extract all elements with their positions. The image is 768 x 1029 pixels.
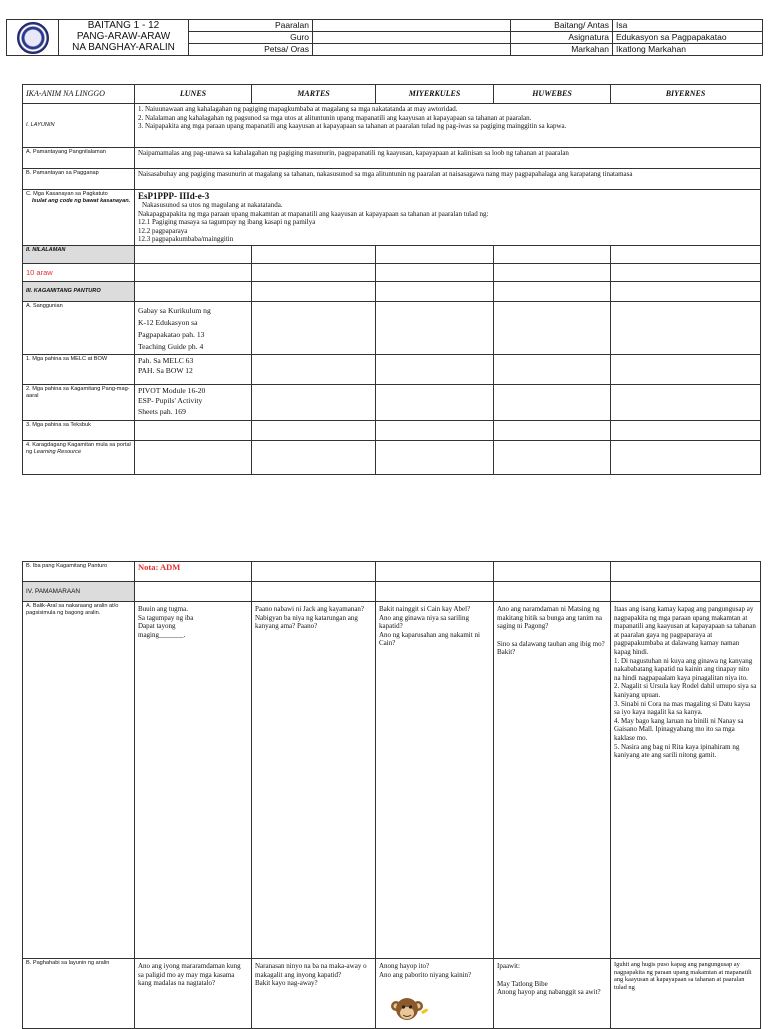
header-title-line-1: BAITANG 1 - 12 — [87, 20, 160, 31]
asignatura-value: Edukasyon sa Pagpapakatao — [613, 32, 763, 44]
melc-line-1: Pah. Sa MELC 63 — [138, 355, 194, 365]
paghahabi-mon-1: Ano ang iyong mararamdaman kung sa paligid mo ay may mga kasama kang madalas na nagtatalo? — [138, 962, 241, 988]
balik-aral-tue — [252, 602, 376, 959]
guro-label: Guro — [189, 32, 313, 44]
balik-aral-thu — [494, 602, 611, 959]
pang-mag-aaral-line-2: ESP- Pupils' Activity — [138, 396, 203, 406]
pang-mag-aaral-content — [135, 384, 252, 420]
asignatura-label: Asignatura — [511, 32, 613, 44]
paghahabi-mon — [135, 959, 252, 1029]
paghahabi-tue — [252, 959, 376, 1029]
paaralan-label: Paaralan — [189, 20, 313, 32]
balik-aral-wed — [376, 602, 494, 959]
paghahabi-wed-1: Anong hayop ito? — [379, 962, 430, 970]
balik-aral-fri-5: 4. May bago kang laruan na binili ni Nanay sa Gaisano Mall. Ipinagyabang mo ito sa mga kaklase mo. — [614, 716, 744, 742]
balik-aral-fri — [611, 602, 761, 959]
layunin-line-2: 2. Nalalaman ang kahalagahan ng pagsunod sa mga utos at alituntunin upang mapanatili ang kaayusan at kapayapaan sa tahanan at paaralan. — [138, 113, 532, 122]
day-tue: MARTES — [252, 85, 376, 104]
lr-portal-label-b: Learning Resource — [33, 448, 82, 455]
guro-value — [313, 32, 511, 44]
balik-aral-wed-2: Ano ang ginawa niya sa sariling kapatid? — [379, 613, 470, 631]
sanggunian-line-3: Pagpapakatao pah. 13 — [138, 329, 205, 339]
balik-aral-thu-3: Sino sa dalawang tauhan ang ibig mo? Bakit? — [497, 639, 605, 657]
pang-mag-aaral-label: 2. Mga pahina sa Kagamitang Pang-mag-aaral — [23, 384, 135, 420]
kasanayan-line-4: 12.2 pagpaparaya — [138, 226, 188, 235]
paghahabi-thu — [494, 959, 611, 1029]
kasanayan-line-3: 12.1 Pagiging masaya sa tagumpay ng ibang kasapi ng pamilya — [138, 218, 316, 227]
layunin-line-3: 3. Naipapakita ang mga paraan upang mapanatili ang kaayusan at kapayapaan sa tahanan at paaralan tulad ng pag-iwas sa pagiging mainggitin sa kapwa. — [138, 122, 567, 131]
balik-aral-fri-6: 5. Nasira ang bag ni Rita kaya ipinahiram ng kaniyang ate ang sarili nitong gamit. — [614, 742, 740, 760]
kasanayan-line-5: 12.3 pagpapakumbaba/mainggitin — [138, 235, 234, 244]
kasanayan-sublabel: Isulat ang code ng bawat kasanayan. — [32, 198, 131, 204]
balik-aral-tue-2: Nabigyan ba niya ng katarungan ang kanyang ama? Paano? — [255, 613, 358, 631]
balik-aral-mon-3: Dapat tayong — [138, 622, 176, 631]
pagganap-label: B. Pamantayan sa Pagganap — [23, 169, 135, 190]
day-fri: BIYERNES — [611, 85, 761, 104]
kasanayan-code: EsP1PPP- IIId-e-3 — [138, 191, 210, 201]
kasanayan-label: C. Mga Kasanayan sa Pagkatuto — [26, 191, 108, 197]
monkey-icon — [385, 992, 429, 1024]
sanggunian-line-1: Gabay sa Kurikulum ng — [138, 305, 211, 315]
paghahabi-wed-2: Ano ang paborito niyang kainin? — [379, 970, 472, 979]
melc-line-2: PAH. Sa BOW 12 — [138, 365, 193, 375]
baitang-label: Baitang/ Antas — [511, 20, 613, 32]
iba-pang-kagamitan-label: B. Iba pang Kagamitang Panturo — [23, 562, 135, 582]
nilalaman-label: II. NILALAMAN — [23, 245, 135, 263]
kasanayan-line-2: Nakapagpapakita ng mga paraan upang makamtan at mapanatili ang kaayusan at kapayapaan sa tahanan at paaralan tulad ng: — [138, 209, 489, 218]
balik-aral-tue-1: Paano nabawi ni Jack ang kayamanan? — [255, 605, 365, 613]
balik-aral-mon-4: maging_______. — [138, 630, 186, 639]
pamamaraan-label: IV. PAMAMARAAN — [23, 582, 135, 602]
teksbuk-label: 3. Mga pahina sa Teksbuk — [23, 420, 135, 440]
nota-adm: Nota: ADM — [135, 562, 252, 582]
paghahabi-tue-2: Bakit kayo nag-away? — [255, 979, 318, 988]
paghahabi-fri-1: Iguhit ang hugis puso kapag ang pangungusap ay nagpapakita ng paraan upang makamtan at mapanatili ang kaayusan at kapayapaan sa tahanan at paaralan tulad ng — [614, 961, 752, 991]
petsa-label: Petsa/ Oras — [189, 44, 313, 56]
pangnilalaman-text: Naipamamalas ang pag-unawa sa kahalagahan ng pagiging masunurin, pagpapanatili ng kaayusan, kapayapaan at kalinisan sa loob ng tahanan at paaralan — [135, 148, 761, 169]
lr-portal-label — [23, 440, 135, 474]
balik-aral-fri-2: 1. Di nagustuhan ni kuya ang ginawa ng kanyang nakababatang kapatid na kainin ang tinapay nito na hindi nagpapaalam kaya pinagalitan niya ito. — [614, 656, 753, 682]
logo-cell — [7, 20, 59, 56]
melc-content — [135, 354, 252, 384]
balik-aral-mon-2: Sa tagumpay ng iba — [138, 613, 194, 622]
paghahabi-label: B. Paghahabi sa layunin ng aralin — [23, 959, 135, 1029]
sanggunian-label: A. Sanggunian — [23, 301, 135, 354]
balik-aral-wed-1: Bakit nainggit si Cain kay Abel? — [379, 605, 471, 613]
paghahabi-thu-4: Anong hayop ang nabanggit sa awit? — [497, 988, 601, 997]
baitang-value: Isa — [613, 20, 763, 32]
pagganap-text: Naisasabuhay ang pagiging masunurin at magalang sa tahanan, nakasusunod sa mga alituntunin ng paaralan at naisasagawa nang may pagpapahalaga ang karapatang tinatamasa — [135, 169, 761, 190]
header-table — [6, 19, 763, 56]
paghahabi-thu-1: Ipaawit: — [497, 962, 520, 970]
week-label: IKA-ANIM NA LINGGO — [23, 85, 135, 104]
balik-aral-thu-1: Ano ang naramdaman ni Matsing ng makitang hitik sa bunga ang tanim na saging ni Pagong? — [497, 605, 602, 631]
sanggunian-content — [135, 301, 252, 354]
day-mon: LUNES — [135, 85, 252, 104]
layunin-content — [135, 104, 761, 148]
sanggunian-line-4: Teaching Guide ph. 4 — [138, 341, 204, 351]
header-title — [59, 20, 189, 56]
header-title-line-3: NA BANGHAY-ARALIN — [72, 42, 175, 53]
lesson-plan-table-2 — [22, 561, 761, 1029]
balik-aral-mon — [135, 602, 252, 959]
layunin-line-1: 1. Naiuunawaan ang kahalagahan ng pagiging mapagkumbaba at magalang sa mga nakatatanda at may awtoridad. — [138, 105, 458, 113]
pangnilalaman-label: A. Pamantayang Pangnilalaman — [23, 148, 135, 169]
balik-aral-thu-2 — [497, 631, 607, 640]
day-wed: MIYERKULES — [376, 85, 494, 104]
pang-mag-aaral-line-3: Sheets pah. 169 — [138, 406, 186, 416]
layunin-label: I. LAYUNIN — [23, 104, 135, 148]
kasanayan-line-1: Nakasusunod sa utos ng magulang at nakatatanda. — [142, 201, 283, 209]
balik-aral-mon-1: Buuin ang tugma. — [138, 605, 188, 613]
paghahabi-tue-1: Naranasan ninyo na ba na maka-away o makagalit ang inyong kapatid? — [255, 962, 367, 979]
balik-aral-label: A. Balik-Aral sa nakaraang aralin at/o pagsisimula ng bagong aralin. — [23, 602, 135, 959]
kasanayan-label-cell — [23, 190, 135, 246]
deped-seal-icon — [17, 22, 49, 54]
paghahabi-thu-2 — [497, 971, 607, 980]
kagamitan-label: III. KAGAMITANG PANTURO — [23, 281, 135, 301]
balik-aral-fri-4: 3. Sinabi ni Cora na mas magaling si Datu kaysa sa iyo kaya nagalit ka sa kanya. — [614, 699, 751, 717]
balik-aral-fri-3: 2. Nagalit si Ursula kay Rodel dahil umupo siya sa kaniyang upuan. — [614, 682, 757, 699]
day-thu: HUWEBES — [494, 85, 611, 104]
melc-label: 1. Mga pahina sa MELC at BOW — [23, 354, 135, 384]
balik-aral-wed-3: Ano ng kaparusahan ang nakamit ni Cain? — [379, 630, 480, 648]
lr-portal-label-a: 4. Karagdagang Kagamitan mula sa portal ng — [26, 441, 131, 455]
balik-aral-fri-1: Itaas ang isang kamay kapag ang pangungusap ay nagpapakita ng mga paraan upang makamtan at mapanatili ang kaayusan at kapayapaan sa tahanan at paaralan gaya ng pagpaparaya at pagpapakumbaba at dalawang kamay naman kapag hindi. — [614, 605, 756, 656]
header-title-line-2: PANG-ARAW-ARAW — [76, 31, 171, 42]
petsa-value — [313, 44, 511, 56]
markahan-label: Markahan — [511, 44, 613, 56]
ten-days-label: 10 araw — [23, 263, 135, 281]
paghahabi-fri — [611, 959, 761, 1029]
paghahabi-thu-3: May Tatlong Bibe — [497, 979, 548, 988]
markahan-value: Ikatlong Markahan — [613, 44, 763, 56]
kasanayan-content — [135, 190, 761, 246]
sanggunian-line-2: K-12 Edukasyon sa — [138, 317, 198, 327]
pang-mag-aaral-line-1: PIVOT Module 16-20 — [138, 385, 206, 395]
paaralan-value — [313, 20, 511, 32]
lesson-plan-table-1 — [22, 84, 761, 475]
